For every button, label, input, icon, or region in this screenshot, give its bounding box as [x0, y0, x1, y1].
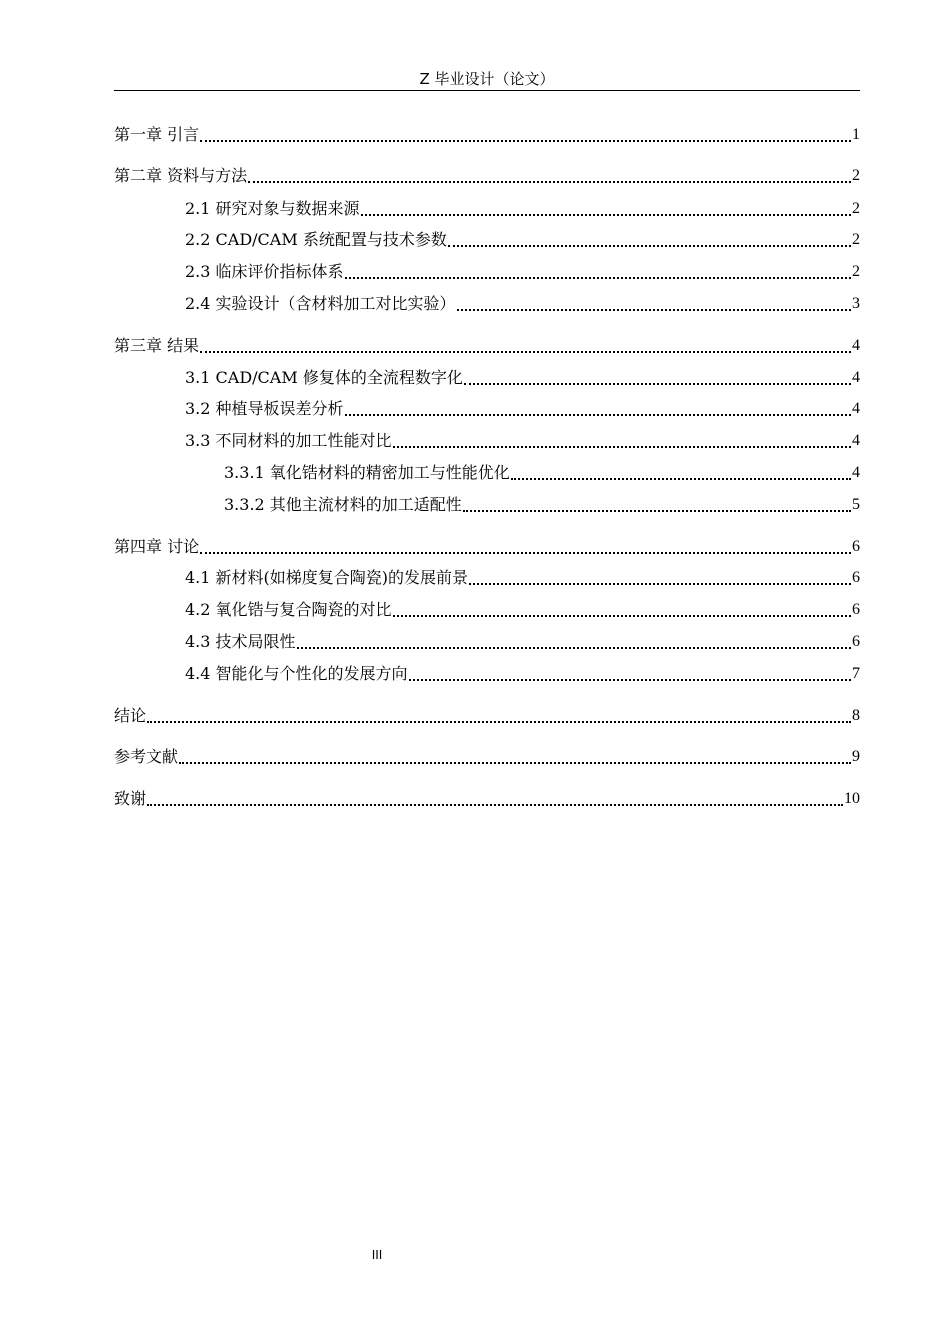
header-rule: [114, 90, 860, 91]
toc-entry-page: 2: [852, 200, 860, 217]
toc-dot-leader: [147, 790, 843, 806]
toc-entry-title: 3.3.2 其他主流材料的加工适配性: [224, 495, 462, 514]
toc-dot-leader: [147, 707, 851, 723]
toc-dot-leader: [464, 369, 851, 385]
toc-entry-section-3-3-2[interactable]: [114, 491, 860, 515]
toc-entry-title: 3.3.1 氧化锆材料的精密加工与性能优化: [224, 463, 510, 482]
toc-dot-leader: [248, 167, 851, 183]
page-header: Z 毕业设计（论文）: [419, 70, 555, 88]
toc-entry-page: 4: [852, 464, 860, 481]
toc-entry-page: 5: [852, 496, 860, 513]
toc-dot-leader: [179, 748, 851, 764]
toc-entry-page: 9: [852, 748, 860, 765]
toc-entry-title: 结论: [114, 706, 147, 725]
toc-entry-page: 2: [852, 263, 860, 280]
toc-dot-leader: [409, 665, 851, 681]
toc-entry-section-4-2[interactable]: [114, 596, 860, 620]
toc-entry-section-3-3-1[interactable]: [114, 459, 860, 483]
toc-entry-references[interactable]: [114, 743, 860, 767]
toc-entry-title: 第二章 资料与方法: [114, 166, 248, 185]
toc-dot-leader: [448, 231, 851, 247]
toc-entry-title: 第一章 引言: [114, 125, 200, 144]
toc-entry-section-4-3[interactable]: [114, 628, 860, 652]
toc-entry-page: 2: [852, 167, 860, 184]
toc-entry-title: 2.3 临床评价指标体系: [185, 262, 344, 281]
toc-entry-chapter-4[interactable]: [114, 533, 860, 557]
toc-dot-leader: [200, 538, 851, 554]
toc-entry-title: 4.1 新材料(如梯度复合陶瓷)的发展前景: [185, 568, 469, 587]
toc-entry-page: 10: [844, 790, 860, 807]
toc-entry-page: 3: [852, 295, 860, 312]
toc-entry-title: 4.4 智能化与个性化的发展方向: [185, 664, 408, 683]
toc-entry-section-3-1[interactable]: [114, 364, 860, 388]
toc-entry-chapter-2[interactable]: [114, 162, 860, 186]
toc-entry-title: 2.4 实验设计（含材料加工对比实验）: [185, 294, 456, 313]
toc-entry-page: 7: [852, 665, 860, 682]
toc-entry-title: 4.2 氧化锆与复合陶瓷的对比: [185, 600, 392, 619]
toc-entry-page: 4: [852, 432, 860, 449]
toc-entry-page: 4: [852, 369, 860, 386]
toc-entry-title: 3.3 不同材料的加工性能对比: [185, 431, 392, 450]
toc-entry-chapter-3[interactable]: [114, 332, 860, 356]
toc-entry-page: 6: [852, 538, 860, 555]
toc-dot-leader: [393, 601, 851, 617]
toc-entry-title: 参考文献: [114, 747, 179, 766]
toc-entry-title: 2.2 CAD/CAM 系统配置与技术参数: [185, 230, 447, 249]
toc-dot-leader: [361, 200, 851, 216]
toc-entry-title: 第四章 讨论: [114, 537, 200, 556]
toc-entry-chapter-1[interactable]: [114, 121, 860, 145]
toc-entry-title: 2.1 研究对象与数据来源: [185, 199, 360, 218]
toc-entry-title: 致谢: [114, 789, 147, 808]
toc-dot-leader: [463, 496, 851, 512]
toc-entry-section-4-1[interactable]: [114, 564, 860, 588]
toc-entry-section-3-3[interactable]: [114, 427, 860, 451]
toc-entry-section-2-1[interactable]: [114, 195, 860, 219]
toc-dot-leader: [457, 295, 851, 311]
toc-dot-leader: [200, 337, 851, 353]
toc-dot-leader: [511, 464, 851, 480]
toc-entry-title: 3.2 种植导板误差分析: [185, 399, 344, 418]
toc-entry-section-2-3[interactable]: [114, 258, 860, 282]
toc-entry-section-2-2[interactable]: [114, 226, 860, 250]
toc-entry-title: 4.3 技术局限性: [185, 632, 296, 651]
toc-entry-page: 6: [852, 569, 860, 586]
toc-entry-section-2-4[interactable]: [114, 290, 860, 314]
toc-dot-leader: [393, 432, 851, 448]
toc-entry-page: 8: [852, 707, 860, 724]
toc-entry-title: 3.1 CAD/CAM 修复体的全流程数字化: [185, 368, 463, 387]
toc-dot-leader: [345, 400, 851, 416]
toc-entry-page: 4: [852, 400, 860, 417]
toc-entry-page: 2: [852, 231, 860, 248]
toc-entry-page: 4: [852, 337, 860, 354]
toc-entry-conclusion[interactable]: [114, 702, 860, 726]
toc-dot-leader: [200, 126, 851, 142]
toc-dot-leader: [469, 569, 851, 585]
toc-dot-leader: [297, 633, 851, 649]
toc-entry-section-3-2[interactable]: [114, 395, 860, 419]
toc-entry-page: 6: [852, 633, 860, 650]
toc-entry-page: 1: [852, 126, 860, 143]
toc-entry-title: 第三章 结果: [114, 336, 200, 355]
page-number-footer: III: [371, 1248, 383, 1262]
toc-entry-acknowledgements[interactable]: [114, 785, 860, 809]
toc-entry-section-4-4[interactable]: [114, 660, 860, 684]
toc-dot-leader: [345, 263, 851, 279]
toc-entry-page: 6: [852, 601, 860, 618]
